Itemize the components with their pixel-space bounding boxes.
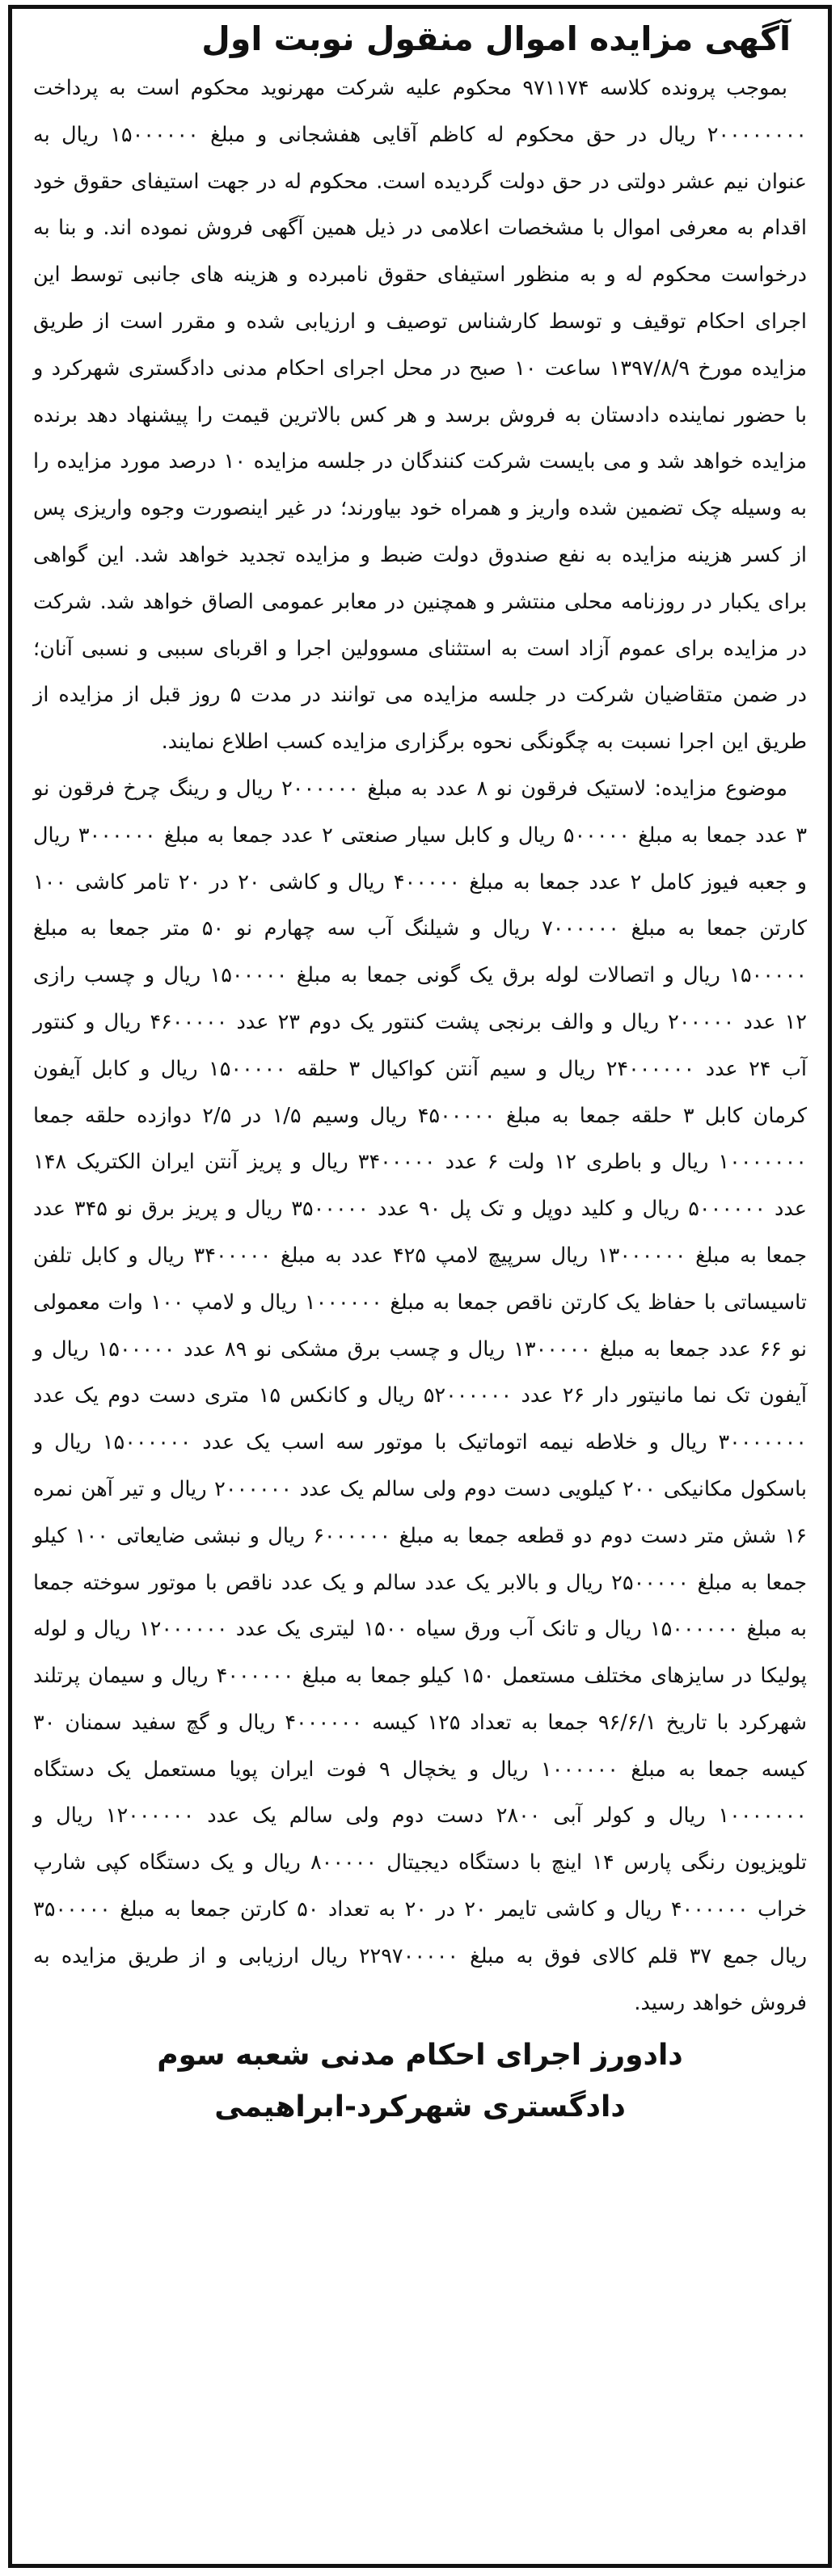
auction-items-paragraph: موضوع مزایده: لاستیک فرقون نو ۸ عدد به مبلغ ۲۰۰۰۰۰۰ ریال و رینگ چرخ فرقون نو ۳ عدد جمعا به مبلغ ۵۰۰۰۰۰ ریال و کابل سیار صنعتی ۲ عدد جمعا به مبلغ ۳۰۰۰۰۰۰ ریال و جعبه فیوز کامل ۲ عدد جمعا به مبلغ ۴۰۰۰۰۰ ریال و کاشی ۲۰ در ۲۰ تامر کاشی ۱۰۰ کارتن جمعا به مبلغ ۷۰۰۰۰۰۰ ریال و شیلنگ آب سه چهارم نو ۵۰ متر جمعا به مبلغ ۱۵۰۰۰۰۰ ریال و اتصالات لوله برق یک گونی جمعا به مبلغ ۱۵۰۰۰۰۰ ریال و چسب رازی ۱۲ عدد ۲۰۰۰۰۰ ریال و والف برنجی پشت کنتور یک دوم ۲۳ عدد ۴۶۰۰۰۰۰ ریال و کنتور آب ۲۴ عدد ۲۴۰۰۰۰۰۰ ریال و سیم آنتن کواکیال ۳ حلقه ۱۵۰۰۰۰۰ ریال و کابل آیفون کرمان کابل ۳ حلقه جمعا به مبلغ ۴۵۰۰۰۰۰ ریال وسیم ۱/۵ در ۲/۵ دوازده حلقه جمعا ۱۰۰۰۰۰۰۰ ریال و باطری ۱۲ ولت ۶ عدد ۳۴۰۰۰۰۰ ریال و پریز آنتن ایران الکتریک ۱۴۸ عدد ۵۰۰۰۰۰۰ ریال و کلید دوپل و تک پل ۹۰ عدد ۳۵۰۰۰۰۰ ریال و پریز برق نو ۳۴۵ عدد جمعا به مبلغ ۱۳۰۰۰۰۰۰ ریال سرپیچ لامپ ۴۲۵ عدد به مبلغ ۳۴۰۰۰۰۰ ریال و کابل تلفن تاسیساتی با حفاظ یک کارتن ناقص جمعا به مبلغ ۱۰۰۰۰۰۰ ریال و لامپ ۱۰۰ وات معمولی نو ۶۶ عدد جمعا به مبلغ ۱۳۰۰۰۰۰ ریال و چسب برق مشکی نو ۸۹ عدد ۱۵۰۰۰۰۰ ریال و آیفون تک نما مانیتور دار ۲۶ عدد ۵۲۰۰۰۰۰۰ ریال و کانکس ۱۵ متری دست دوم یک عدد ۳۰۰۰۰۰۰۰ ریال و خلاطه نیمه اتوماتیک با موتور سه اسب یک عدد ۱۵۰۰۰۰۰۰ ریال و باسکول مکانیکی ۲۰۰ کیلویی دست دوم ولی سالم یک عدد ۲۰۰۰۰۰۰ ریال و تیر آهن نمره ۱۶ شش متر دست دوم دو قطعه جمعا به مبلغ ۶۰۰۰۰۰۰ ریال و نبشی ضایعاتی ۱۰۰ کیلو جمعا به مبلغ ۲۵۰۰۰۰۰ ریال و بالابر یک عدد سالم و یک عدد ناقص با موتور سوخته جمعا به مبلغ ۱۵۰۰۰۰۰۰ ریال و تانک آب ورق سیاه ۱۵۰۰ لیتری یک عدد ۱۲۰۰۰۰۰۰ ریال و لوله پولیکا در سایزهای مختلف مستعمل ۱۵۰ کیلو جمعا به مبلغ ۴۰۰۰۰۰۰ ریال و سیمان پرتلند شهرکرد با تاریخ ۹۶/۶/۱ جمعا به تعداد ۱۲۵ کیسه ۴۰۰۰۰۰۰ ریال و گچ سفید سمنان ۳۰ کیسه جمعا به مبلغ ۱۰۰۰۰۰۰ ریال و یخچال ۹ فوت ایران پویا مستعمل یک دستگاه ۱۰۰۰۰۰۰۰ ریال و کولر آبی ۲۸۰۰ دست دوم ولی سالم یک عدد ۱۲۰۰۰۰۰۰ ریال و تلویزیون رنگی پارس ۱۴ اینچ با دستگاه دیجیتال ۸۰۰۰۰۰ ریال و یک دستگاه کپی شارپ خراب ۴۰۰۰۰۰۰ ریال و کاشی تایمر ۲۰ در ۲۰ به تعداد ۵۰ کارتن جمعا به مبلغ ۳۵۰۰۰۰۰ ریال جمع ۳۷ قلم کالای فوق به مبلغ ۲۲۹۷۰۰۰۰۰ ریال ارزیابی و از طریق مزایده به فروش خواهد رسید.: [33, 776, 808, 2015]
signature-title: دادورز اجرای احکام مدنی شعبه سوم: [157, 2039, 683, 2073]
signature-office: دادگستری شهرکرد-ابراهیمی: [214, 2090, 626, 2124]
notice-frame: [8, 5, 832, 2568]
signature-block: [33, 2030, 807, 2133]
notice-title: آگهی مزایده اموال منقول نوبت اول: [201, 19, 791, 58]
notice-body-paragraph: بموجب پرونده کلاسه ۹۷۱۱۷۴ محکوم علیه شرکت مهرنوید محکوم است به پرداخت ۲۰۰۰۰۰۰۰۰ ریال در حق محکوم له کاظم آقایی هفشجانی و مبلغ ۱۵۰۰۰۰۰۰ ریال به عنوان نیم عشر دولتی در حق دولت گردیده است. محکوم له در جهت استیفای حقوق خود اقدام به معرفی اموال با مشخصات اعلامی در ذیل همین آگهی فروش نموده اند. و بنا به درخواست محکوم له و به منظور استیفای حقوق نامبرده و هزینه های جانبی توسط این اجرای احکام توقیف و توسط کارشناس توصیف و ارزیابی شده و مقرر است از طریق مزایده مورخ ۱۳۹۷/۸/۹ ساعت ۱۰ صبح در محل اجرای احکام مدنی دادگستری شهرکرد و با حضور نماینده دادستان به فروش برسد و هر کس بالاترین قیمت را پیشنهاد دهد برنده مزایده خواهد شد و می بایست شرکت کنندگان در جلسه مزایده ۱۰ درصد مورد مزایده را به وسیله چک تضمین شده واریز و همراه خود بیاورند؛ در غیر اینصورت وجوه واریزی پس از کسر هزینه مزایده به نفع صندوق دولت ضبط و مزایده تجدید خواهد شد. این گواهی برای یکبار در روزنامه محلی منتشر و همچنین در معابر عمومی الصاق خواهد شد. شرکت در مزایده برای عموم آزاد است به استثنای مسوولین اجرا و اقربای سببی و نسبی آنان؛ در ضمن متقاضیان شرکت در جلسه مزایده می توانند در مدت ۵ روز قبل از مزایده از طریق این اجرا نسبت به چگونگی نحوه برگزاری مزایده کسب اطلاع نمایند.: [33, 76, 807, 755]
